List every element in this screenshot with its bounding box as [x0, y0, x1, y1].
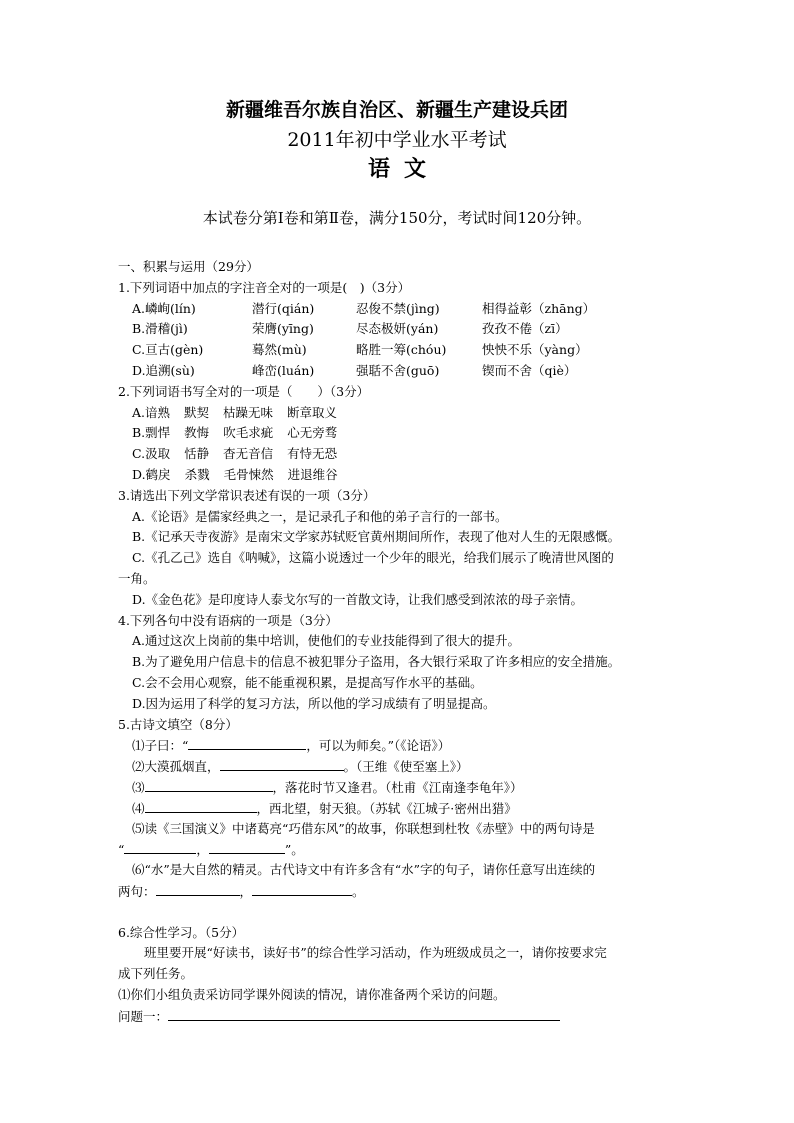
q5-6-blank-1[interactable]: [156, 881, 240, 896]
q5-2-suffix: 。（王维《使至塞上》）: [343, 759, 469, 775]
q2-option-b: [118, 423, 678, 444]
q1-b-2: 荣膺(yīng): [252, 321, 314, 337]
q1-option-d: [118, 361, 678, 382]
q4-option-a: A.通过这次上岗前的集中培训，使他们的专业技能得到了很大的提升。: [132, 633, 521, 649]
q5-3-prefix: ⑶: [132, 779, 145, 795]
q2-c-2: 恬静: [184, 446, 210, 462]
q5-item-6-blanks: [118, 881, 678, 902]
q1-option-b: [118, 319, 678, 340]
q2-stem: 2.下列词语书写全对的一项是（ ）（3分）: [118, 383, 370, 399]
q1-b-3: 尽态极妍(yán): [356, 321, 439, 337]
q5-item-1: [118, 735, 678, 756]
q2-c-4: 有恃无恐: [287, 446, 338, 462]
q1-d-2: 峰峦(luán): [252, 362, 315, 378]
q6-paragraph-1: 班里要开展“好读书，读好书”的综合性学习活动，作为班级成员之一，请你按要求完: [144, 945, 607, 961]
q2-b-1: B.剽悍: [132, 425, 171, 441]
exam-subject: 语文: [367, 156, 440, 182]
q3-option-c: C.《孔乙己》选自《呐喊》，这篇小说透过一个少年的眼光，给我们展示了晚清世风图的: [132, 550, 614, 566]
q2-d-3: 毛骨悚然: [223, 466, 274, 482]
q2-b-4: 心无旁骛: [287, 425, 338, 441]
q3-option-c-cont: 一角。: [118, 570, 156, 586]
q6-question-1-label: 问题一：: [118, 1008, 169, 1024]
q5-item-2: [118, 756, 678, 777]
q1-c-4: 怏怏不乐（yàng）: [482, 342, 588, 358]
q1-option-a: [118, 299, 678, 320]
q2-b-3: 吹毛求疵: [223, 425, 274, 441]
exam-note: 本试卷分第Ⅰ卷和第Ⅱ卷，满分150分，考试时间120分钟。: [202, 209, 592, 227]
q4-stem: 4.下列各句中没有语病的一项是（3分）: [118, 612, 338, 628]
q2-d-4: 进退维谷: [287, 466, 338, 482]
section-title: 一、积累与运用（29分）: [118, 259, 259, 274]
q5-5-blank-1[interactable]: [124, 839, 196, 854]
q2-a-2: 默契: [184, 404, 210, 420]
q1-a-4: 相得益彰（zhāng）: [482, 300, 596, 316]
q5-4-prefix: ⑷: [132, 800, 145, 816]
q2-d-2: 杀戮: [184, 466, 210, 482]
q3-option-b: B.《记承天寺夜游》是南宋文学家苏轼贬官黄州期间所作，表现了他对人生的无限感慨。: [132, 529, 621, 545]
q5-item-5-blanks: [118, 839, 678, 860]
q5-5-close: ”。: [284, 842, 304, 858]
q1-b-1: B.滑稽(jì): [132, 321, 188, 337]
q5-stem: 5.古诗文填空（8分）: [118, 716, 238, 732]
q4-option-c: C.会不会用心观察，能不能重视积累，是提高写作水平的基础。: [132, 674, 483, 690]
q5-4-suffix: ，西北望，射天狼。（苏轼《江城子·密州出猎》: [256, 800, 517, 816]
q6-question-1-blank[interactable]: [168, 1006, 560, 1021]
q5-6-sep: ，: [239, 883, 253, 899]
q5-2-blank[interactable]: [220, 756, 344, 771]
spacer: [118, 902, 678, 923]
q1-c-1: C.亘古(gèn): [132, 342, 204, 358]
q5-1-blank[interactable]: [188, 735, 306, 750]
q6-task-1: ⑴你们小组负责采访同学课外阅读的情况，请你准备两个采访的问题。: [118, 986, 506, 1002]
q5-4-blank[interactable]: [145, 798, 257, 813]
q2-option-d: [118, 465, 678, 486]
q1-a-1: A.嶙峋(lín): [132, 300, 196, 316]
q2-b-2: 教悔: [184, 425, 210, 441]
exam-content: [118, 257, 678, 1026]
q2-c-3: 杳无音信: [223, 446, 274, 462]
q1-d-4: 锲而不舍（qiè）: [482, 362, 577, 378]
q5-item-4: [118, 798, 678, 819]
q5-6-end: 。: [352, 883, 365, 899]
q1-d-1: D.追溯(sù): [132, 362, 195, 378]
q5-6-prefix: 两句：: [118, 883, 156, 899]
q4-option-d: D.因为运用了科学的复习方法，所以他的学习成绩有了明显提高。: [132, 695, 496, 711]
q5-1-suffix: ，可以为师矣。”（《论语》）: [306, 738, 451, 754]
q2-option-c: [118, 444, 678, 465]
q4-option-b: B.为了避免用户信息卡的信息不被犯罪分子盗用，各大银行采取了许多相应的安全措施。: [132, 654, 621, 670]
q5-5-blank-2[interactable]: [209, 839, 285, 854]
exam-title-region: 新疆维吾尔族自治区、新疆生产建设兵团: [225, 99, 568, 121]
q1-c-3: 略胜一筹(chóu): [356, 342, 447, 358]
q2-c-1: C.汲取: [132, 446, 171, 462]
q2-a-4: 断章取义: [287, 404, 338, 420]
q5-1-prefix: ⑴子曰：“: [132, 738, 189, 754]
q1-d-3: 强聒不舍(guō): [356, 362, 440, 378]
q2-a-1: A.谙熟: [132, 404, 171, 420]
q1-a-3: 忍俊不禁(jìng): [356, 300, 440, 316]
q3-option-a: A.《论语》是儒家经典之一，是记录孔子和他的弟子言行的一部书。: [132, 508, 508, 524]
q1-stem: 1.下列词语中加点的字注音全对的一项是( )（3分）: [118, 279, 411, 295]
q6-stem: 6.综合性学习。（5分）: [118, 924, 245, 940]
q5-2-prefix: ⑵大漠孤烟直，: [132, 759, 220, 775]
q5-3-blank[interactable]: [145, 777, 273, 792]
q5-item-6: ⑹“水”是大自然的精灵。古代诗文中有许多含有“水”字的句子，请你任意写出连续的: [132, 862, 596, 878]
q5-6-blank-2[interactable]: [252, 881, 352, 896]
q2-a-3: 枯躁无味: [223, 404, 274, 420]
q5-5-open: “: [118, 842, 125, 858]
q1-a-2: 潜行(qián): [252, 300, 315, 316]
q1-option-c: [118, 340, 678, 361]
q2-option-a: [118, 403, 678, 424]
q2-d-1: D.鹤戾: [132, 466, 171, 482]
q6-question-1: [118, 1006, 678, 1027]
q3-option-d: D.《金色花》是印度诗人泰戈尔写的一首散文诗，让我们感受到浓浓的母子亲情。: [132, 591, 584, 607]
q5-5-sep: ，: [196, 842, 209, 858]
q5-3-suffix: ，落花时节又逢君。（杜甫《江南逢李龟年》）: [272, 779, 523, 795]
exam-title-year: 2011年初中学业水平考试: [287, 129, 507, 151]
q3-stem: 3.请选出下列文学常识表述有误的一项（3分）: [118, 487, 376, 503]
q5-item-5: ⑸读《三国演义》中诸葛亮“巧借东风”的故事，你联想到杜牧《赤壁》中的两句诗是: [132, 820, 595, 836]
q5-item-3: [118, 777, 678, 798]
q1-c-2: 蓦然(mù): [252, 342, 307, 358]
q6-paragraph-2: 成下列任务。: [118, 966, 194, 982]
q1-b-4: 孜孜不倦（zī）: [482, 321, 568, 337]
